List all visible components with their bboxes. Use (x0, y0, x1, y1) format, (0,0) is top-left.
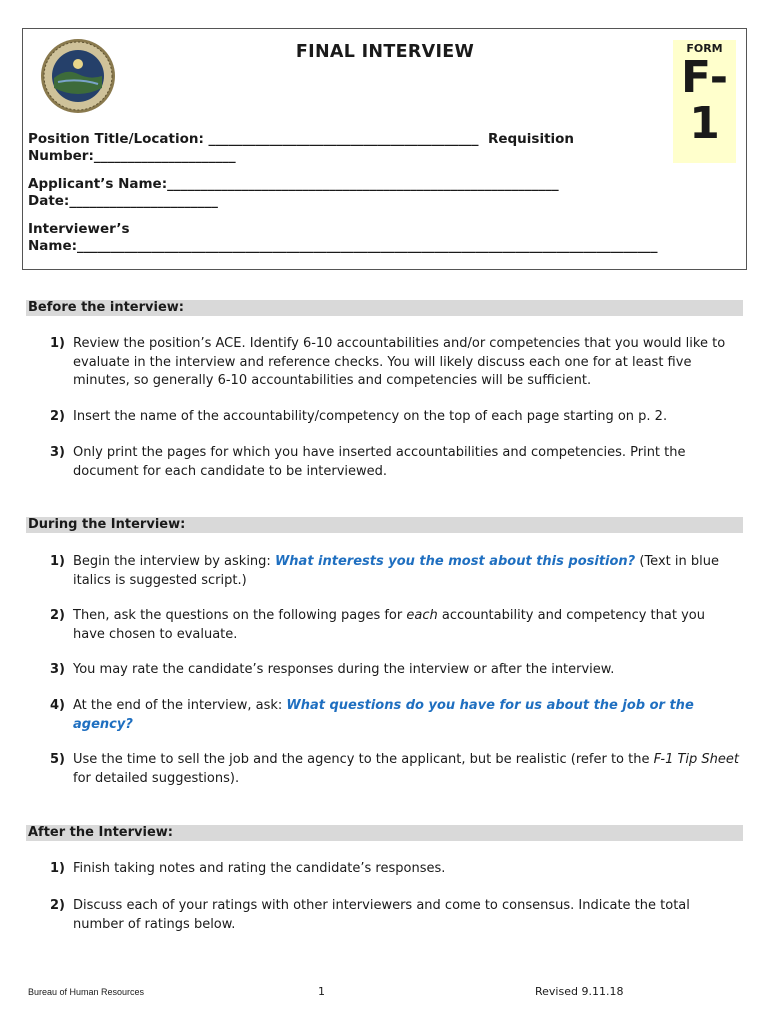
item-text: Discuss each of your ratings with other interviewers and come to consensus. Indicate the total number of ratings below. (73, 898, 690, 932)
list-item (50, 897, 740, 934)
item-number: 1) (50, 554, 65, 569)
item-text-pre: Begin the interview by asking: (73, 554, 275, 569)
item-text: Review the position’s ACE. Identify 6-10 accountabilities and/or competencies that you would like to evaluate in the interview and reference checks. You will likely discuss each one for at least five minutes, so generally 6-10 accountabilities and competencies will be sufficient. (73, 336, 726, 388)
item-number: 2) (50, 898, 65, 913)
footer-department: Bureau of Human Resources (28, 987, 145, 997)
suggested-script: What interests you the most about this position? (274, 554, 636, 569)
form-label: FORM (686, 42, 723, 55)
position-field[interactable]: Position Title/Location: ________________________________________ Requisition (28, 131, 575, 147)
item-text: Only print the pages for which you have inserted accountabilities and competencies. Print the document for each candidate to be interviewed. (73, 445, 686, 479)
item-text-post: accountability and competency that you have chosen to evaluate. (73, 608, 705, 642)
footer-page-number: 1 (318, 985, 325, 998)
item-text-pre: Use the time to sell the job and the agency to the applicant, but be realistic (refer to the (73, 752, 654, 767)
list-item (50, 444, 740, 481)
item-number: 4) (50, 698, 65, 713)
form-number-line1: F- (681, 52, 728, 103)
list-item (50, 335, 740, 391)
interviewer-label: Interviewer’s (28, 221, 130, 237)
item-number: 3) (50, 662, 65, 677)
list-item (50, 408, 740, 427)
item-text: Finish taking notes and rating the candidate’s responses. (73, 861, 446, 876)
list-item (50, 607, 740, 644)
list-item (50, 860, 740, 879)
item-number: 2) (50, 608, 65, 623)
section-before-heading: Before the interview: (26, 300, 743, 316)
item-text-pre: At the end of the interview, ask: (73, 698, 287, 713)
item-text: You may rate the candidate’s responses during the interview or after the interview. (73, 662, 615, 677)
applicant-name-field[interactable]: Applicant’s Name:__________________________________________________________ (28, 176, 559, 192)
interviewer-name-field[interactable]: Name:______________________________________________________________________________________ (28, 238, 658, 254)
list-item (50, 697, 740, 734)
page-title: FINAL INTERVIEW (295, 42, 475, 62)
suggested-script: What questions do you have for us about the job or the agency? (73, 698, 694, 732)
list-item (50, 751, 740, 788)
item-text-pre: Then, ask the questions on the following pages for (73, 608, 407, 623)
item-text (73, 697, 740, 734)
item-text (73, 751, 740, 788)
item-number: 3) (50, 445, 65, 460)
date-field[interactable]: Date:______________________ (28, 193, 218, 209)
section-after-heading: After the Interview: (26, 825, 743, 841)
footer-revision: Revised 9.11.18 (535, 985, 624, 998)
requisition-number-field[interactable]: Number:_____________________ (28, 148, 236, 164)
item-text-post: (Text in blue italics is suggested script.) (73, 554, 719, 588)
section-during-heading: During the Interview: (26, 517, 743, 533)
list-item (50, 661, 740, 680)
list-item (50, 553, 740, 590)
tip-sheet-reference: F-1 Tip Sheet (653, 752, 739, 767)
item-text-post: for detailed suggestions). (73, 770, 240, 786)
form-number-line2: 1 (689, 98, 720, 149)
item-number: 5) (50, 752, 65, 767)
item-text-emphasis: each (406, 608, 438, 623)
item-text (73, 553, 740, 590)
form-id-box (673, 40, 736, 163)
item-number: 1) (50, 336, 65, 351)
item-number: 1) (50, 861, 65, 876)
item-text (73, 607, 740, 644)
item-number: 2) (50, 409, 65, 424)
item-text: Insert the name of the accountability/competency on the top of each page starting on p. 2. (73, 409, 668, 424)
